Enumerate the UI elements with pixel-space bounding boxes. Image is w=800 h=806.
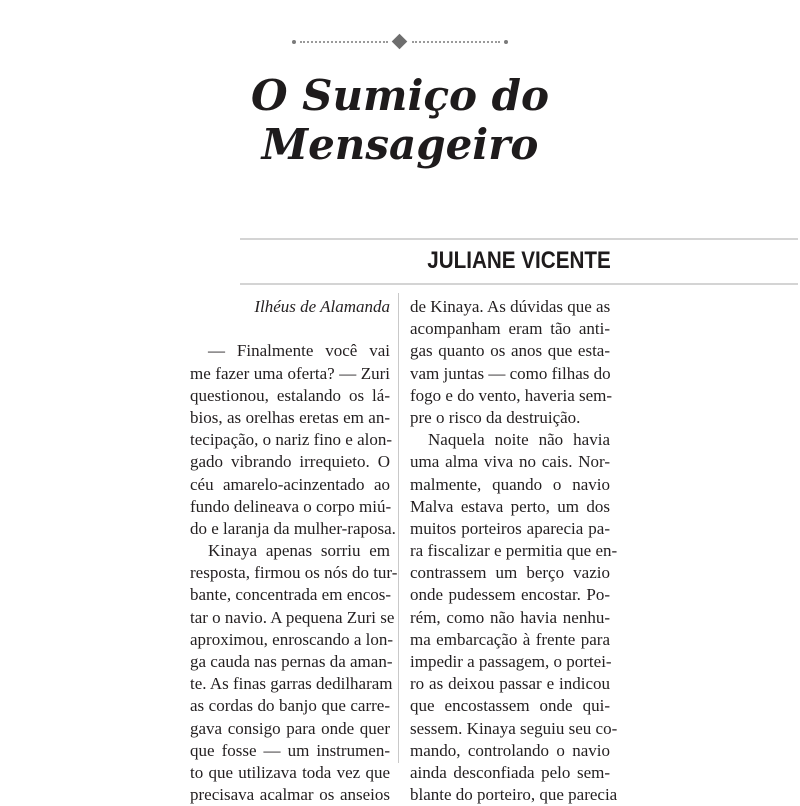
title-ornament xyxy=(292,34,508,50)
text-line: muitos porteiros aparecia pa- xyxy=(410,518,610,538)
text-line: aproximou, enroscando a lon- xyxy=(190,629,393,649)
text-line: gava consigo para onde quer xyxy=(190,718,390,738)
text-line: Kinaya apenas sorriu em xyxy=(208,541,390,561)
text-line: do e laranja da mulher-raposa. xyxy=(190,518,396,538)
text-line: te. As finas garras dedilharam xyxy=(190,674,393,694)
ornament-dot-right xyxy=(504,40,508,44)
text-line: blante do porteiro, que parecia xyxy=(410,785,618,805)
text-line: questionou, estalando os lá- xyxy=(190,385,390,405)
text-line: precisava acalmar os anseios xyxy=(190,785,390,805)
text-line: sessem. Kinaya seguiu seu co- xyxy=(410,718,618,738)
author-rule-bottom xyxy=(240,283,798,285)
text-line: rém, como não havia nenhu- xyxy=(410,607,610,627)
author-name: JULIANE VICENTE xyxy=(427,247,611,274)
place-heading: Ilhéus de Alamanda xyxy=(254,297,390,316)
text-line: acompanham eram tão anti- xyxy=(410,319,610,339)
ornament-dotted-line-right xyxy=(412,41,500,43)
text-line: Malva estava perto, um dos xyxy=(410,496,610,516)
text-line: ga cauda nas pernas da aman- xyxy=(190,652,393,671)
paragraph-spacer xyxy=(190,318,390,340)
ornament-dot-left xyxy=(292,40,296,44)
text-line: to que utilizava toda vez que xyxy=(190,762,390,782)
author-rule-top xyxy=(240,238,798,240)
text-line: contrassem um berço vazio xyxy=(410,563,610,583)
ornament-dotted-line-left xyxy=(300,41,388,43)
text-line: gas quanto os anos que esta- xyxy=(410,341,610,361)
text-line: uma alma viva no cais. Nor- xyxy=(410,452,610,472)
chapter-title-line-2: Mensageiro xyxy=(261,120,539,169)
text-line: onde pudessem encostar. Po- xyxy=(410,585,610,605)
text-line: ro as deixou passar e indicou xyxy=(410,674,610,694)
text-line: malmente, quando o navio xyxy=(410,474,610,494)
text-line: pre o risco da destruição. xyxy=(410,407,581,427)
text-line: impedir a passagem, o portei- xyxy=(410,652,612,671)
column-divider xyxy=(398,293,399,763)
text-line: ainda desconfiada pelo sem- xyxy=(410,762,610,782)
right-text-column xyxy=(410,296,618,806)
text-line: — Finalmente você vai xyxy=(208,341,390,361)
text-line: ma embarcação à frente para xyxy=(410,629,610,649)
text-line: vam juntas — como filhas do xyxy=(410,363,611,383)
text-line: as cordas do banjo que carre- xyxy=(190,696,390,716)
text-line: fundo delineava o corpo miú- xyxy=(190,496,392,516)
text-line: tecipação, o nariz fino e alon- xyxy=(190,430,393,450)
text-line: que encostassem onde qui- xyxy=(410,696,610,716)
text-line: gado vibrando irrequieto. O xyxy=(190,452,390,472)
text-line: bante, concentrada em encos- xyxy=(190,585,392,605)
text-line: tar o navio. A pequena Zuri se xyxy=(190,607,395,627)
text-line: mando, controlando o navio xyxy=(410,740,610,760)
chapter-title-line-1: O Sumiço do xyxy=(250,71,550,120)
text-line: de Kinaya. As dúvidas que as xyxy=(410,297,611,316)
text-line: resposta, firmou os nós do tur- xyxy=(190,563,398,583)
ornament-diamond-icon xyxy=(392,34,408,50)
text-line: ra fiscalizar e permitia que en- xyxy=(410,541,618,561)
text-line: bios, as orelhas eretas em an- xyxy=(190,407,390,427)
text-line: que fosse — um instrumen- xyxy=(190,740,390,760)
left-text-column xyxy=(190,296,398,806)
text-line: céu amarelo-acinzentado ao xyxy=(190,474,390,494)
text-line: Naquela noite não havia xyxy=(428,430,610,450)
text-line: fogo e do vento, haveria sem- xyxy=(410,385,613,405)
text-line: me fazer uma oferta? — Zuri xyxy=(190,363,390,383)
